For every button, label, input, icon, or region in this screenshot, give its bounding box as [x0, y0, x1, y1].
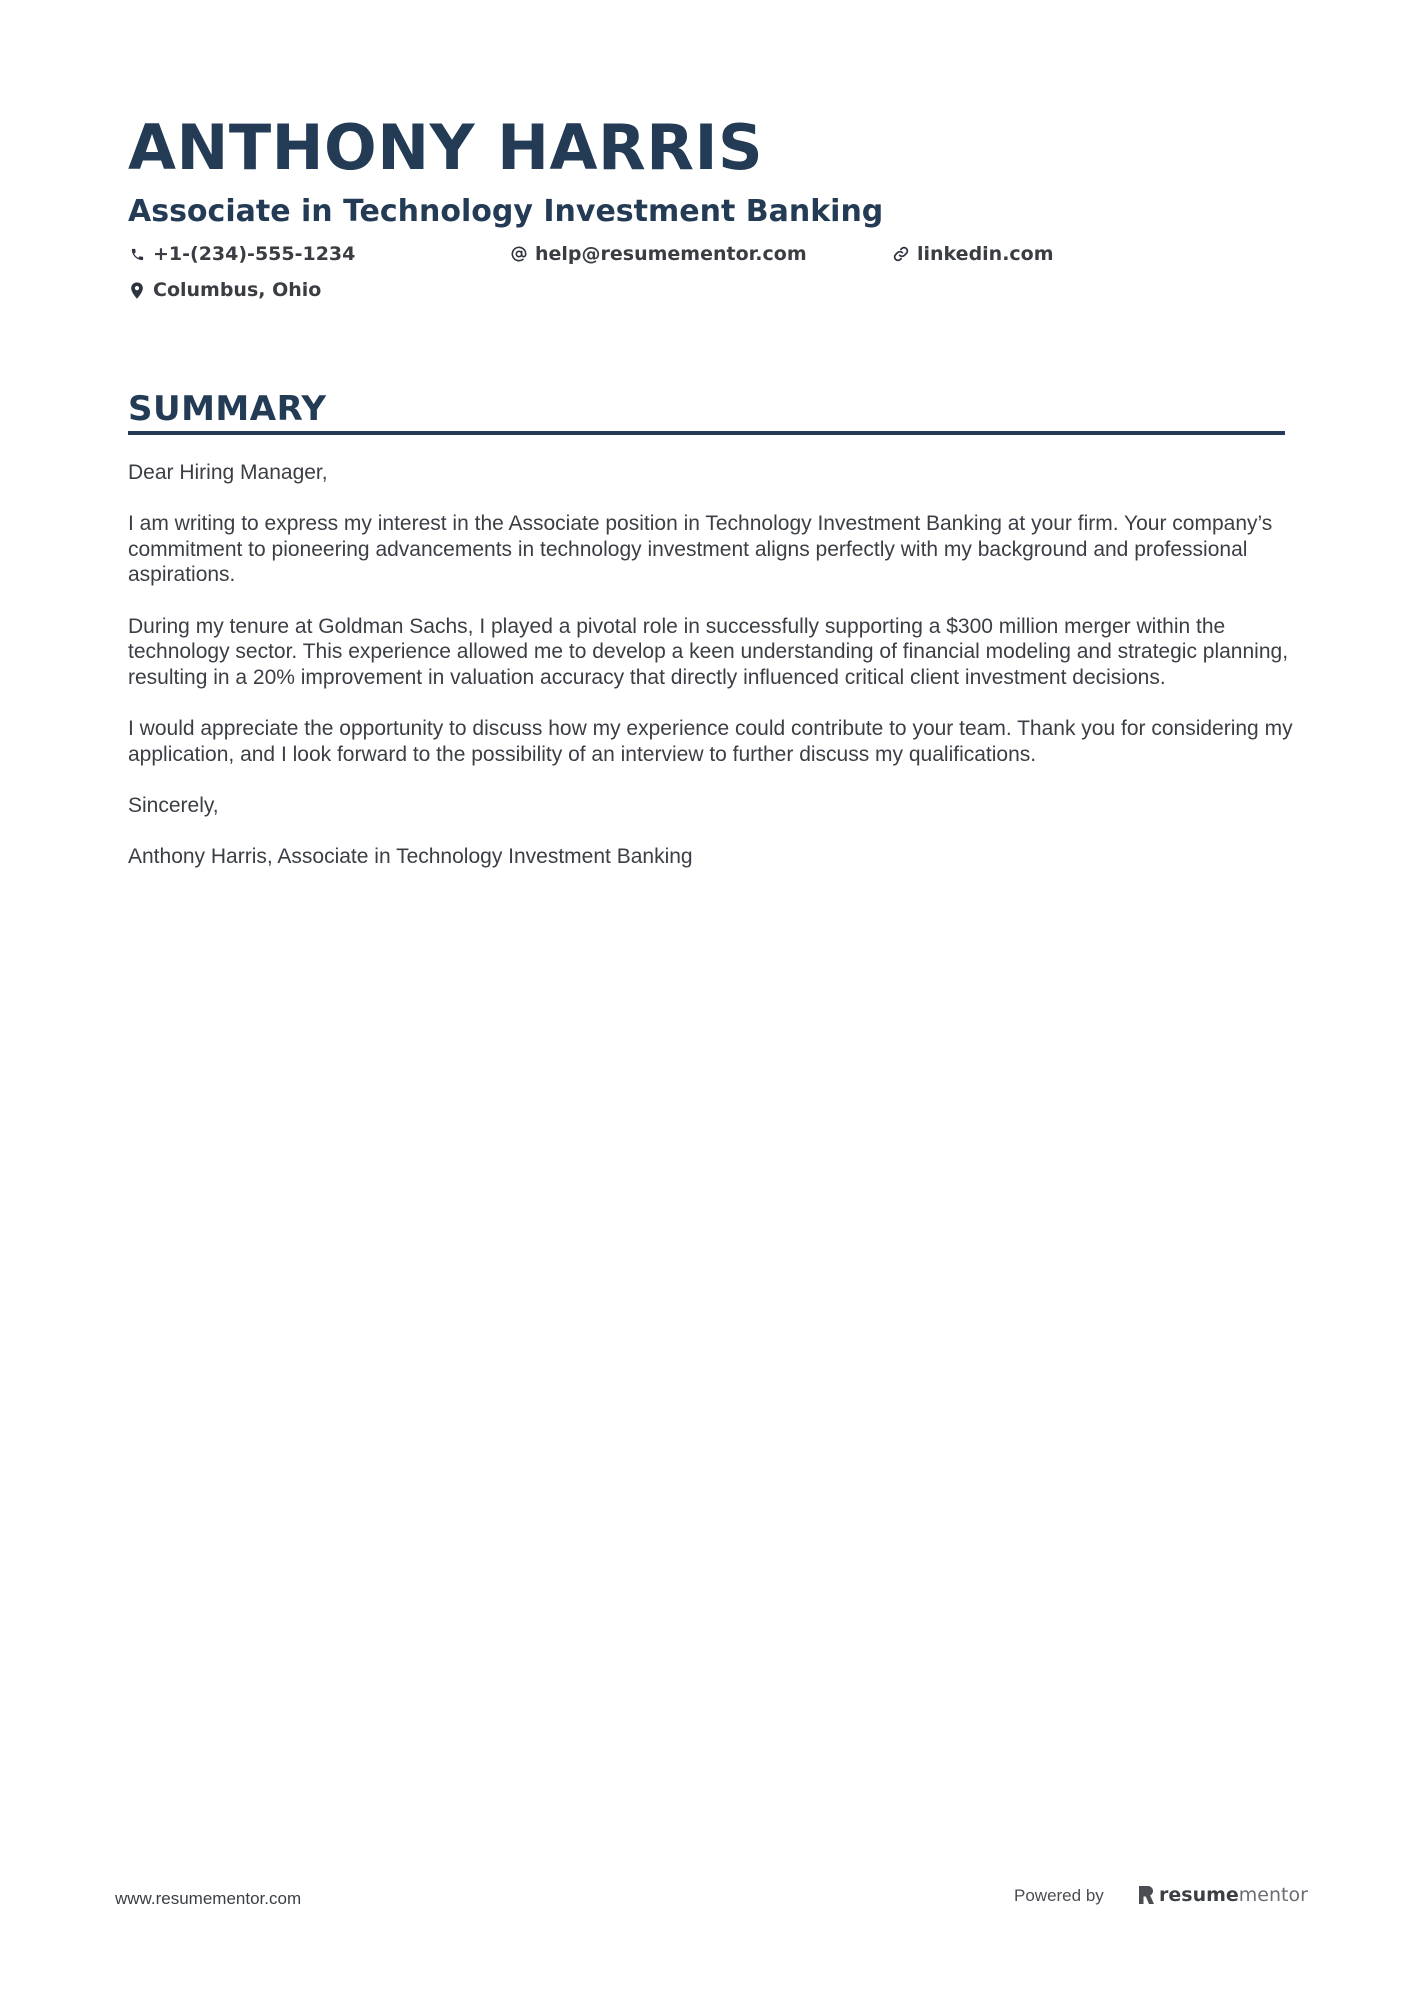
contact-location [128, 277, 321, 303]
contact-phone[interactable] [128, 241, 355, 267]
letter-signoff: Sincerely, [128, 793, 219, 817]
map-pin-icon [128, 281, 146, 299]
contact-location-text: Columbus, Ohio [153, 279, 322, 301]
contact-email[interactable] [510, 241, 807, 267]
candidate-name: ANTHONY HARRIS [128, 111, 764, 184]
contact-website-text: linkedin.com [917, 243, 1054, 265]
link-icon [892, 245, 910, 263]
resumementor-logo-icon [1137, 1884, 1155, 1906]
section-divider [128, 431, 1285, 435]
contact-phone-text: +1-(234)-555-1234 [153, 243, 356, 265]
letter-paragraph-intro: I am writing to express my interest in the Associate position in Technology Investment Banking at your firm. Your company’s commitment to pioneering advancements in technology investment aligns perfectly with my background and professional aspirations. [128, 512, 1273, 587]
contact-website[interactable] [892, 241, 1054, 267]
candidate-title: Associate in Technology Investment Banking [128, 194, 884, 229]
summary-heading: SUMMARY [128, 389, 327, 429]
letter-signature: Anthony Harris, Associate in Technology Investment Banking [128, 844, 693, 868]
letter-paragraph-closing: I would appreciate the opportunity to discuss how my experience could contribute to your team. Thank you for considering my application, and I look forward to the possibility of an interview to further discuss my qualifications. [128, 716, 1293, 766]
footer-website-link[interactable]: www.resumementor.com [115, 1889, 302, 1908]
at-sign-icon [510, 245, 528, 263]
resumementor-logo-text: resumementor [1159, 1884, 1308, 1906]
contact-email-text: help@resumementor.com [535, 243, 807, 265]
resumementor-logo[interactable] [1137, 1881, 1308, 1909]
footer-powered-by: Powered by [1014, 1886, 1104, 1905]
letter-paragraph-experience: During my tenure at Goldman Sachs, I played a pivotal role in successfully supporting a $300 million merger within the technology sector. This experience allowed me to develop a keen understanding of financial modeling and strategic planning, resulting in a 20% improvement in valuation accuracy that directly influenced critical client investment decisions. [128, 614, 1289, 689]
letter-salutation: Dear Hiring Manager, [128, 461, 328, 484]
letter-body [128, 460, 1298, 895]
phone-icon [128, 245, 146, 263]
